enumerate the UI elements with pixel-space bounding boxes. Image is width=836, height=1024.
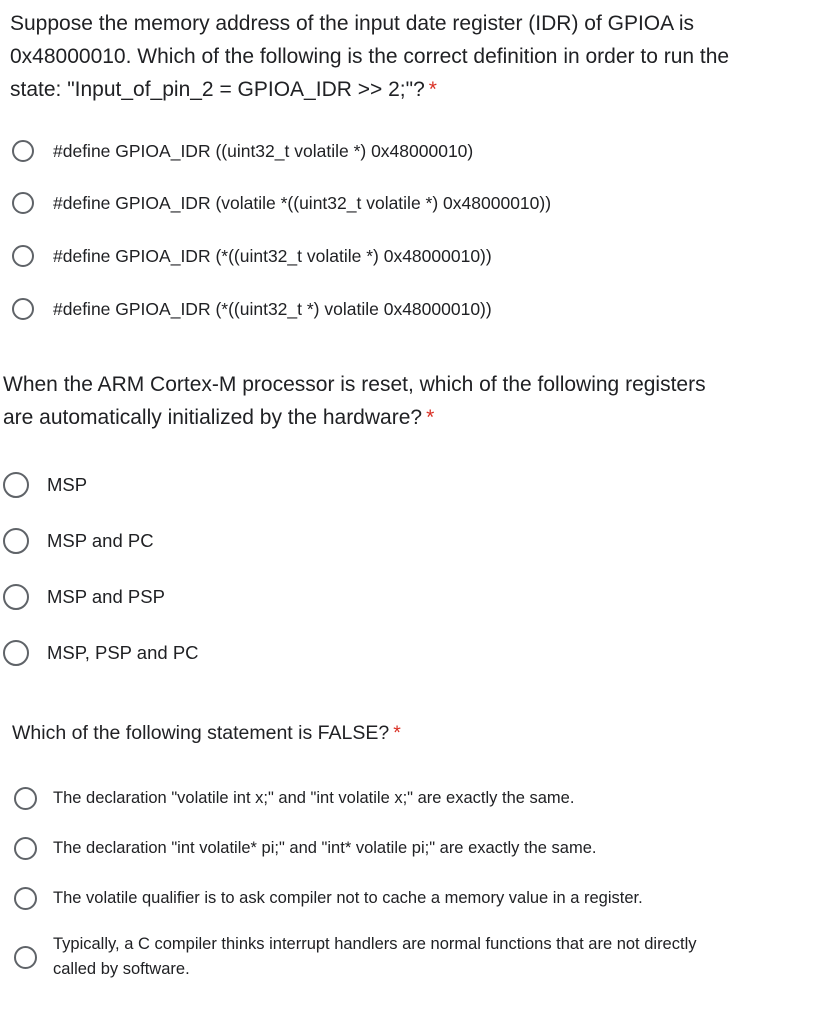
- option-label: Typically, a C compiler thinks interrupt handlers are normal functions that are not directly called by software.: [53, 935, 697, 978]
- option-label: MSP, PSP and PC: [47, 642, 199, 663]
- option-label: MSP and PSP: [47, 586, 165, 607]
- question-1-title: [10, 7, 730, 106]
- option-label: MSP: [47, 474, 88, 495]
- question-2-option-1[interactable]: [3, 472, 87, 498]
- radio-button[interactable]: [14, 887, 37, 910]
- radio-button[interactable]: [3, 640, 29, 666]
- question-1-option-2[interactable]: [12, 192, 551, 214]
- option-label: The declaration "volatile int x;" and "int volatile x;" are exactly the same.: [53, 789, 575, 807]
- radio-button[interactable]: [3, 528, 29, 554]
- question-3-title: [12, 719, 732, 747]
- option-label: #define GPIOA_IDR (volatile *((uint32_t volatile *) 0x48000010)): [53, 192, 552, 213]
- question-2-option-4[interactable]: [3, 640, 199, 666]
- question-3-option-1[interactable]: [14, 787, 574, 810]
- required-asterisk: *: [426, 406, 435, 429]
- question-1: [0, 0, 836, 340]
- option-label: #define GPIOA_IDR (*((uint32_t volatile *) 0x48000010)): [53, 245, 492, 266]
- option-label: The declaration "int volatile* pi;" and "int* volatile pi;" are exactly the same.: [53, 839, 597, 857]
- option-label: MSP and PC: [47, 530, 154, 551]
- radio-button[interactable]: [3, 472, 29, 498]
- question-1-option-3[interactable]: [12, 245, 492, 267]
- required-asterisk: *: [428, 78, 437, 101]
- radio-button[interactable]: [14, 837, 37, 860]
- option-label: #define GPIOA_IDR (*((uint32_t *) volatile 0x48000010)): [53, 298, 492, 319]
- option-label: The volatile qualifier is to ask compiler not to cache a memory value in a register.: [53, 889, 643, 907]
- question-3-title-text: Which of the following statement is FALSE?: [12, 722, 390, 744]
- question-2-title: [3, 368, 723, 434]
- question-3-option-2[interactable]: [14, 837, 596, 860]
- question-1-title-text: Suppose the memory address of the input date register (IDR) of GPIOA is 0x48000010. Which of the following is the correct definition in order to run the state: "Input_of_pin_2 = GPIOA_IDR >> 2;"?: [10, 12, 730, 101]
- question-3: [0, 700, 836, 1024]
- question-2-title-text: When the ARM Cortex-M processor is reset, which of the following registers are automatically initialized by the hardware?: [3, 373, 706, 429]
- question-1-option-1[interactable]: [12, 140, 473, 162]
- question-3-option-4[interactable]: [14, 932, 713, 982]
- required-asterisk: *: [393, 722, 401, 744]
- question-1-option-4[interactable]: [12, 298, 492, 320]
- question-2-option-3[interactable]: [3, 584, 165, 610]
- question-2-option-2[interactable]: [3, 528, 154, 554]
- radio-button[interactable]: [3, 584, 29, 610]
- radio-button[interactable]: [12, 298, 34, 320]
- radio-button[interactable]: [14, 946, 37, 969]
- radio-button[interactable]: [12, 245, 34, 267]
- question-2: [0, 340, 836, 680]
- radio-button[interactable]: [12, 140, 34, 162]
- radio-button[interactable]: [12, 192, 34, 214]
- radio-button[interactable]: [14, 787, 37, 810]
- question-3-option-3[interactable]: [14, 887, 643, 910]
- option-label: #define GPIOA_IDR ((uint32_t volatile *) 0x48000010): [53, 140, 474, 161]
